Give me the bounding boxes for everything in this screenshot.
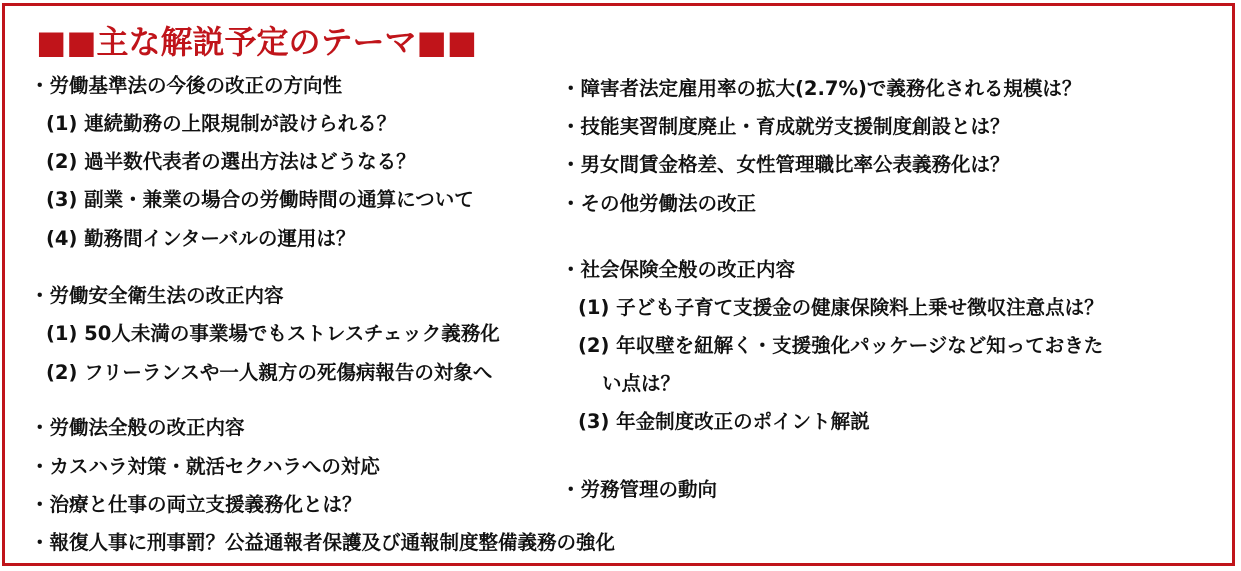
subtopic-child-support-levy: (1) 子ども子育て支援金の健康保険料上乗せ徴収注意点は？ bbox=[578, 296, 1104, 319]
subtopic-income-wall-package: (2) 年収壁を紐解く・支援強化パッケージなど知っておきた bbox=[578, 334, 1104, 357]
topic-other-labor-law: ・その他労働法の改正 bbox=[561, 192, 757, 215]
topic-labor-management-trends: ・労務管理の動向 bbox=[561, 478, 718, 501]
subtopic-work-interval: (4) 勤務間インターバルの運用は？ bbox=[46, 227, 356, 250]
subtopic-majority-representative: (2) 過半数代表者の選出方法はどうなる？ bbox=[46, 150, 416, 173]
topic-safety-health-act: ・労働安全衛生法の改正内容 bbox=[30, 284, 284, 307]
topic-treatment-work-balance: ・治療と仕事の両立支援義務化とは？ bbox=[30, 493, 362, 516]
subtopic-side-job-hours: (3) 副業・兼業の場合の労働時間の通算について bbox=[46, 188, 474, 211]
subtopic-stress-check: (1) 50人未満の事業場でもストレスチェック義務化 bbox=[46, 322, 500, 345]
topic-disability-employment-rate: ・障害者法定雇用率の拡大(2.7%)で義務化される規模は？ bbox=[561, 77, 1082, 100]
topic-whistleblower-protection: ・報復人事に刑事罰？公益通報者保護及び通報制度整備義務の強化 bbox=[30, 531, 616, 554]
subtopic-pension-reform: (3) 年金制度改正のポイント解説 bbox=[578, 410, 870, 433]
topic-gender-wage-gap: ・男女間賃金格差、女性管理職比率公表義務化は？ bbox=[561, 153, 1010, 176]
topic-social-insurance: ・社会保険全般の改正内容 bbox=[561, 258, 796, 281]
topic-customer-harassment: ・カスハラ対策・就活セクハラへの対応 bbox=[30, 455, 380, 478]
topic-technical-intern-reform: ・技能実習制度廃止・育成就労支援制度創設とは？ bbox=[561, 115, 1010, 138]
subtopic-consecutive-work-limit: (1) 連続勤務の上限規制が設けられる？ bbox=[46, 112, 397, 135]
subtopic-freelance-injury-report: (2) フリーランスや一人親方の死傷病報告の対象へ bbox=[46, 361, 493, 384]
topic-general-labor-law: ・労働法全般の改正内容 bbox=[30, 416, 245, 439]
subtopic-income-wall-package-cont: い点は？ bbox=[602, 372, 681, 395]
panel-title: ■■主な解説予定のテーマ■■ bbox=[36, 23, 477, 61]
topic-labor-standards-act: ・労働基準法の今後の改正の方向性 bbox=[30, 74, 343, 97]
